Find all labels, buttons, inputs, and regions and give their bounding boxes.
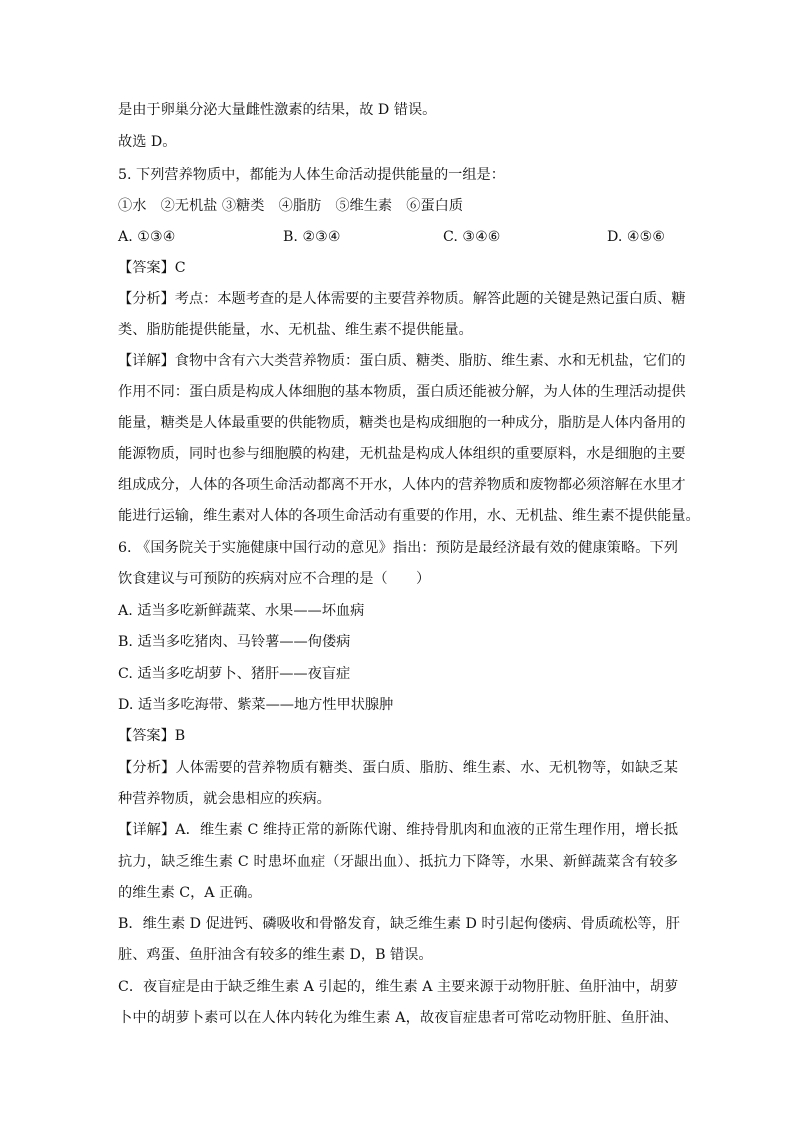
option-d: D. 适当多吃海带、紫菜——地方性甲状腺肿 — [118, 697, 394, 713]
detail-text: B．维生素 D 促进钙、磷吸收和骨骼发育，缺乏维生素 D 时引起佝偻病、骨质疏松等，肝 — [118, 916, 680, 932]
analysis-text: 种营养物质，就会患相应的疾病。 — [118, 791, 331, 807]
text-line: 是由于卵巢分泌大量雌性激素的结果，故 D 错误。 — [118, 102, 437, 118]
detail-text: 作用不同：蛋白质是构成人体细胞的基本物质，蛋白质还能被分解，为人体的生理活动提供 — [118, 384, 686, 400]
question-5-stem: 5. 下列营养物质中，都能为人体生命活动提供能量的一组是： — [118, 167, 505, 183]
option-b: B. 适当多吃猪肉、马铃薯——佝偻病 — [118, 634, 351, 650]
option-a: A. 适当多吃新鲜蔬菜、水果——坏血病 — [118, 603, 365, 619]
detail-text: 【详解】食物中含有六大类营养物质：蛋白质、糖类、脂肪、维生素、水和无机盐，它们的 — [118, 353, 686, 369]
option-d: D. ④⑤⑥ — [607, 229, 666, 245]
answer-label: 【答案】C — [118, 260, 186, 276]
detail-text: 能源物质，同时也参与细胞膜的构建，无机盐是构成人体组织的重要原料，水是细胞的主要 — [118, 446, 686, 462]
detail-text: 【详解】A．维生素 C 维持正常的新陈代谢、维持骨肌肉和血液的正常生理作用，增长抵 — [118, 822, 678, 838]
option-c: C. 适当多吃胡萝卜、猪肝——夜盲症 — [118, 666, 351, 682]
detail-text: 组成成分，人体的各项生命活动都离不开水，人体内的营养物质和废物都必须溶解在水里才 — [118, 477, 686, 493]
analysis-text: 【分析】考点：本题考查的是人体需要的主要营养物质。解答此题的关键是熟记蛋白质、糖 — [118, 291, 686, 307]
detail-text: 脏、鸡蛋、鱼肝油含有较多的维生素 D，B 错误。 — [118, 947, 433, 963]
question-6-stem: 饮食建议与可预防的疾病对应不合理的是（ ） — [118, 571, 431, 587]
analysis-text: 【分析】人体需要的营养物质有糖类、蛋白质、脂肪、维生素、水、无机物等，如缺乏某 — [118, 760, 678, 776]
detail-text: 抗力，缺乏维生素 C 时患坏血症（牙龈出血）、抵抗力下降等，水果、新鲜蔬菜含有较多 — [118, 854, 678, 870]
detail-text: 能量，糖类是人体最重要的供能物质，糖类也是构成细胞的一种成分，脂肪是人体内备用的 — [118, 415, 686, 431]
option-b: B. ②③④ — [283, 229, 341, 245]
text-line: 故选 D。 — [118, 134, 177, 150]
detail-text: 的维生素 C，A 正确。 — [118, 885, 262, 901]
question-6-stem: 6. 《国务院关于实施健康中国行动的意见》指出：预防是最经济最有效的健康策略。下列 — [118, 540, 678, 556]
detail-text: 卜中的胡萝卜素可以在人体内转化为维生素 A，故夜盲症患者可常吃动物肝脏、鱼肝油、 — [118, 1010, 678, 1026]
detail-text: 能进行运输，维生素对人体的各项生命活动有重要的作用，水、无机盐、维生素不提供能量。 — [118, 508, 700, 524]
analysis-text: 类、脂肪能提供能量，水、无机盐、维生素不提供能量。 — [118, 322, 473, 338]
answer-label: 【答案】B — [118, 728, 186, 744]
option-c: C. ③④⑥ — [443, 229, 501, 245]
question-5-items: ①水 ②无机盐 ③糖类 ④脂肪 ⑤维生素 ⑥蛋白质 — [118, 198, 464, 214]
option-a: A. ①③④ — [118, 229, 176, 245]
detail-text: C．夜盲症是由于缺乏维生素 A 引起的，维生素 A 主要来源于动物肝脏、鱼肝油中，胡萝 — [118, 979, 679, 995]
